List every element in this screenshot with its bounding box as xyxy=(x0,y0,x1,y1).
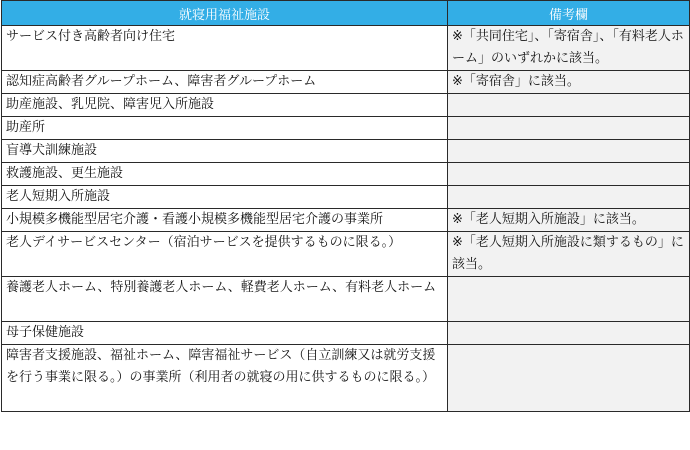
table-row xyxy=(2,345,690,412)
note-cell: ※「寄宿舎」に該当。 xyxy=(448,71,690,94)
note-cell xyxy=(448,186,690,209)
facility-cell: 老人デイサービスセンター（宿泊サービスを提供するものに限る。） xyxy=(2,232,448,277)
table-row xyxy=(2,140,690,163)
table-row xyxy=(2,117,690,140)
note-cell: ※「老人短期入所施設」に該当。 xyxy=(448,209,690,232)
header-notes: 備考欄 xyxy=(448,1,690,26)
table-row xyxy=(2,94,690,117)
note-cell xyxy=(448,277,690,322)
note-cell: ※「共同住宅」、「寄宿舎」、「有料老人ホーム」のいずれかに該当。 xyxy=(448,26,690,71)
note-cell xyxy=(448,163,690,186)
table-header-row xyxy=(2,1,690,26)
facility-table xyxy=(1,0,690,412)
facility-cell: 養護老人ホーム、特別養護老人ホーム、軽費老人ホーム、有料老人ホーム xyxy=(2,277,448,322)
facility-cell: 認知症高齢者グループホーム、障害者グループホーム xyxy=(2,71,448,94)
facility-cell: 盲導犬訓練施設 xyxy=(2,140,448,163)
facility-cell: 老人短期入所施設 xyxy=(2,186,448,209)
table-row xyxy=(2,209,690,232)
table-row xyxy=(2,186,690,209)
note-cell xyxy=(448,345,690,412)
facility-cell: 救護施設、更生施設 xyxy=(2,163,448,186)
facility-cell: 母子保健施設 xyxy=(2,322,448,345)
header-facility: 就寝用福祉施設 xyxy=(2,1,448,26)
note-cell xyxy=(448,322,690,345)
note-cell: ※「老人短期入所施設に類するもの」に該当。 xyxy=(448,232,690,277)
table-row xyxy=(2,232,690,277)
note-cell xyxy=(448,140,690,163)
table-row xyxy=(2,163,690,186)
facility-cell: 助産所 xyxy=(2,117,448,140)
note-cell xyxy=(448,94,690,117)
facility-cell: 小規模多機能型居宅介護・看護小規模多機能型居宅介護の事業所 xyxy=(2,209,448,232)
facility-cell: 助産施設、乳児院、障害児入所施設 xyxy=(2,94,448,117)
facility-cell: 障害者支援施設、福祉ホーム、障害福祉サービス（自立訓練又は就労支援を行う事業に限る。）の事業所（利用者の就寝の用に供するものに限る。） xyxy=(2,345,448,412)
table-row xyxy=(2,26,690,71)
table-row xyxy=(2,71,690,94)
table-row xyxy=(2,322,690,345)
facility-cell: サービス付き高齢者向け住宅 xyxy=(2,26,448,71)
note-cell xyxy=(448,117,690,140)
table-row xyxy=(2,277,690,322)
